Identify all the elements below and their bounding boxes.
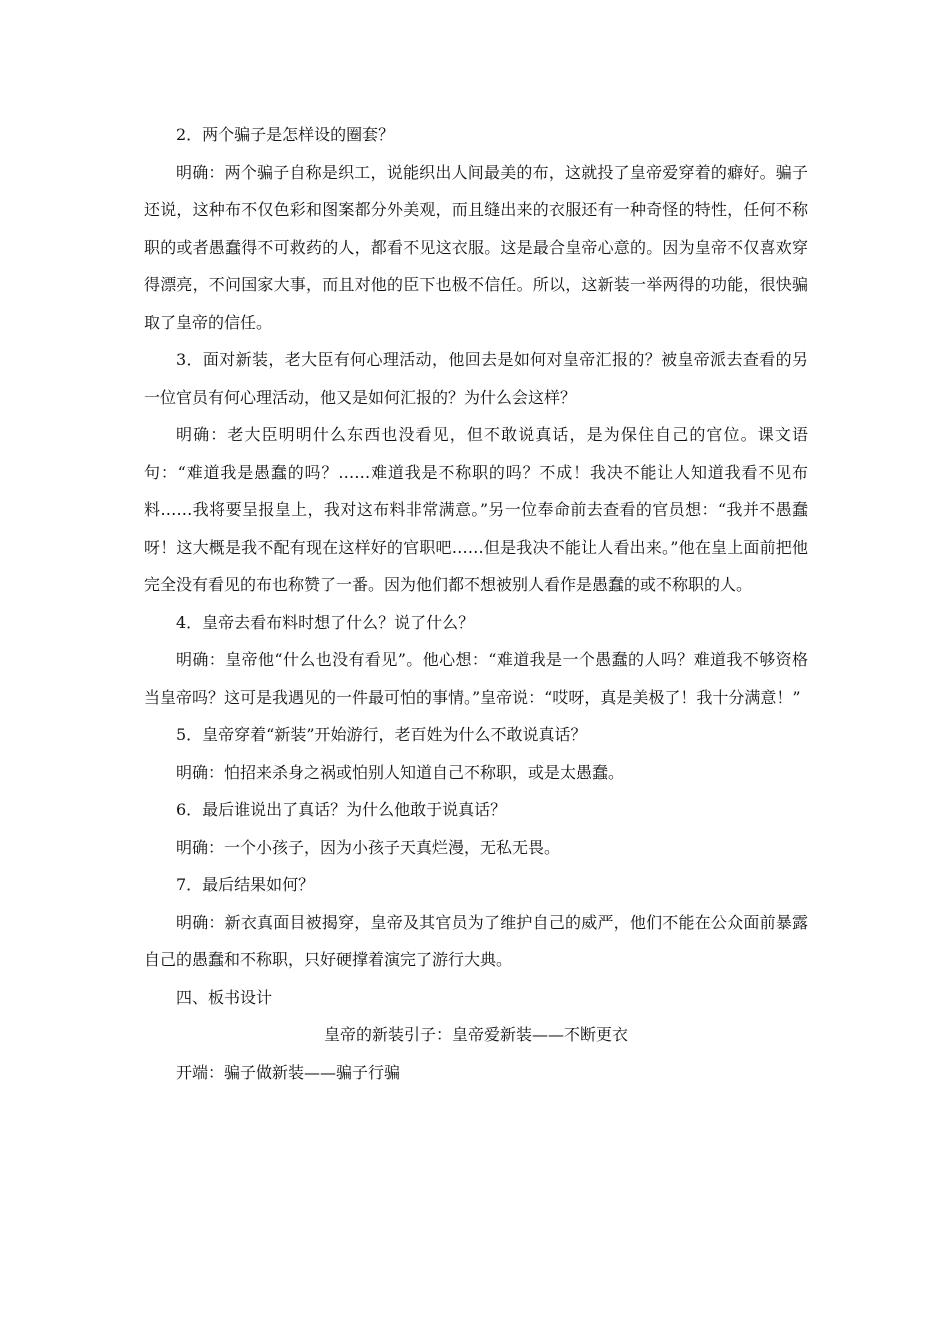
question-7: 7．最后结果如何？ [176,875,315,894]
answer-6: 明确：一个小孩子，因为小孩子天真烂漫，无私无畏。 [176,837,561,857]
board-title-line: 皇帝的新装引子：皇帝爱新装——不断更衣 [323,1025,628,1044]
answer-3: 明确：老大臣明明什么东西也没看见，但不敢说真话，是为保住自己的官位。课文语句：“难道我是愚蠢的吗？……难道我是不称职的吗？不成！我决不能让人知道我看不见布料……我将要呈报皇上，我对这布料非常满意。”另一位奉命前去查看的官员想：“我并不愚蠢呀！这大概是我不配有现在这样好的官职吧……但是我决不能让人看出来。”他在皇上面前把他完全没有看见的布也称赞了一番。因为他们都不想被别人看作是愚蠢的或不称职的人。 [144,425,808,594]
answer-7: 明确：新衣真面目被揭穿，皇帝及其官员为了维护自己的威严，他们不能在公众面前暴露自己的愚蠢和不称职，只好硬撑着演完了游行大典。 [144,912,808,969]
question-2: 2．两个骗子是怎样设的圈套？ [176,125,395,144]
answer-4: 明确：皇帝他“什么也没有看见”。他心想：“难道我是一个愚蠢的人吗？难道我不够资格当皇帝吗？这可是我遇见的一件最可怕的事情。”皇帝说：“哎呀，真是美极了！我十分满意！” [144,650,808,707]
question-5: 5．皇帝穿着“新装”开始游行，老百姓为什么不敢说真话？ [176,725,587,744]
section-heading: 四、板书设计 [176,987,273,1007]
board-line: 开端：骗子做新装——骗子行骗 [176,1062,401,1082]
document-page [144,116,808,1091]
answer-5: 明确：怕招来杀身之祸或怕别人知道自己不称职，或是太愚蠢。 [176,762,625,782]
question-4: 4．皇帝去看布料时想了什么？说了什么？ [176,612,475,632]
question-3: 3．面对新装，老大臣有何心理活动，他回去是如何对皇帝汇报的？被皇帝派去查看的另一位官员有何心理活动，他又是如何汇报的？为什么会这样？ [144,350,808,407]
answer-2: 明确：两个骗子自称是织工，说能织出人间最美的布，这就投了皇帝爱穿着的癖好。骗子还说，这种布不仅色彩和图案都分外美观，而且缝出来的衣服还有一种奇怪的特性，任何不称职的或者愚蠢得不可救药的人，都看不见这衣服。这是最合皇帝心意的。因为皇帝不仅喜欢穿得漂亮，不问国家大事，而且对他的臣下也极不信任。所以，这新装一举两得的功能，很快骗取了皇帝的信任。 [144,162,808,332]
question-6: 6．最后谁说出了真话？为什么他敢于说真话？ [176,800,507,819]
